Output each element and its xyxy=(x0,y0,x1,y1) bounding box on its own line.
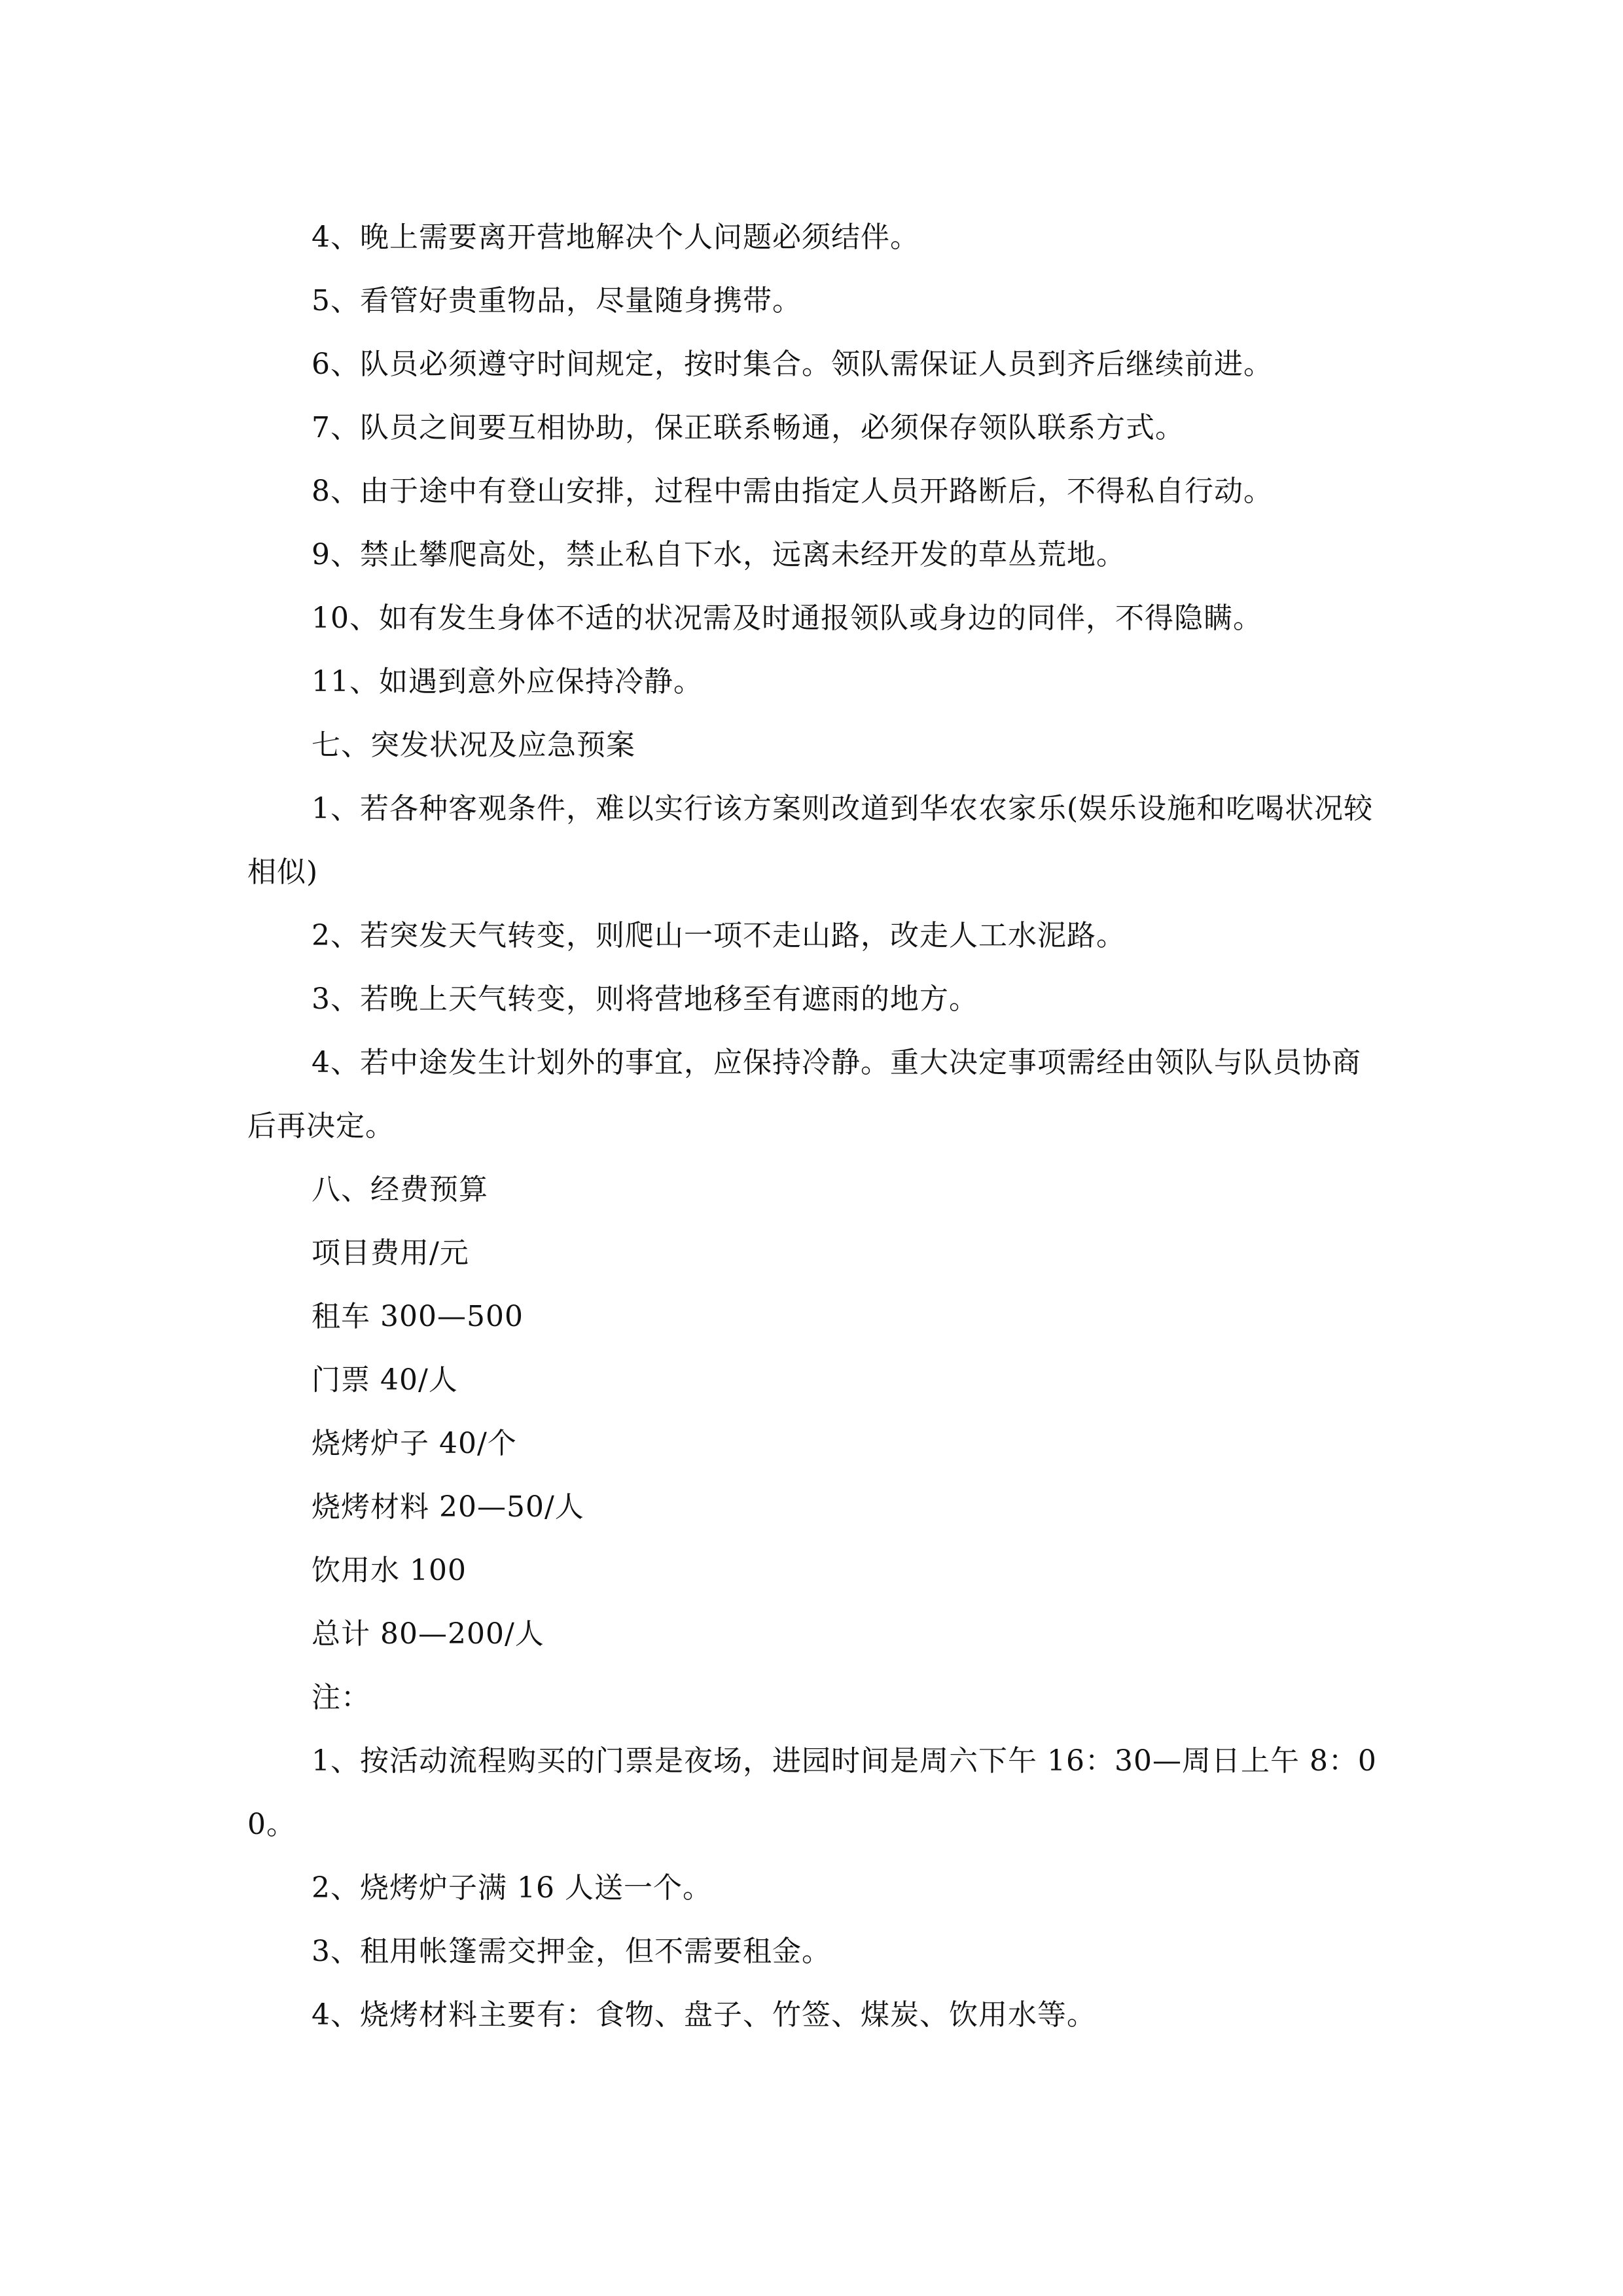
rule-item-6: 6、队员必须遵守时间规定，按时集合。领队需保证人员到齐后继续前进。 xyxy=(312,348,1273,381)
note-item-4: 4、烧烤材料主要有：食物、盘子、竹签、煤炭、饮用水等。 xyxy=(312,1998,1096,2032)
budget-line-bbq-materials: 烧烤材料 20—50/人 xyxy=(312,1490,584,1524)
rule-item-5: 5、看管好贵重物品，尽量随身携带。 xyxy=(312,284,802,317)
emergency-item-3: 3、若晚上天气转变，则将营地移至有遮雨的地方。 xyxy=(312,982,978,1016)
rule-item-8: 8、由于途中有登山安排，过程中需由指定人员开路断后，不得私自行动。 xyxy=(312,475,1273,508)
budget-line-car-rental: 租车 300—500 xyxy=(312,1300,524,1333)
rule-item-10: 10、如有发生身体不适的状况需及时通报领队或身边的同伴，不得隐瞒。 xyxy=(312,601,1262,635)
section-heading-emergency: 七、突发状况及应急预案 xyxy=(312,728,635,762)
document-body xyxy=(247,206,1380,2047)
notes-heading: 注： xyxy=(312,1681,370,1714)
rule-item-7: 7、队员之间要互相协助，保正联系畅通，必须保存领队联系方式。 xyxy=(312,411,1185,444)
section-heading-budget: 八、经费预算 xyxy=(312,1173,488,1206)
budget-line-grill: 烧烤炉子 40/个 xyxy=(312,1427,517,1460)
emergency-item-1: 1、若各种客观条件，难以实行该方案则改道到华农农家乐(娱乐设施和吃喝状况较相似) xyxy=(247,792,1374,889)
rule-item-4: 4、晚上需要离开营地解决个人问题必须结伴。 xyxy=(312,221,919,254)
budget-header: 项目费用/元 xyxy=(312,1236,469,1270)
note-item-2: 2、烧烤炉子满 16 人送一个。 xyxy=(312,1871,712,1905)
emergency-item-4: 4、若中途发生计划外的事宜，应保持冷静。重大决定事项需经由领队与队员协商后再决定。 xyxy=(247,1046,1361,1143)
rule-item-11: 11、如遇到意外应保持冷静。 xyxy=(312,665,703,698)
note-item-1: 1、按活动流程购买的门票是夜场，进园时间是周六下午 16：30—周日上午 8：00。 xyxy=(247,1744,1377,1841)
budget-line-water: 饮用水 100 xyxy=(312,1554,467,1587)
emergency-item-2: 2、若突发天气转变，则爬山一项不走山路，改走人工水泥路。 xyxy=(312,919,1126,952)
note-item-3: 3、租用帐篷需交押金，但不需要租金。 xyxy=(312,1935,831,1968)
budget-line-total: 总计 80—200/人 xyxy=(312,1617,544,1651)
rule-item-9: 9、禁止攀爬高处，禁止私自下水，远离未经开发的草丛荒地。 xyxy=(312,538,1126,571)
budget-line-tickets: 门票 40/人 xyxy=(312,1363,458,1397)
